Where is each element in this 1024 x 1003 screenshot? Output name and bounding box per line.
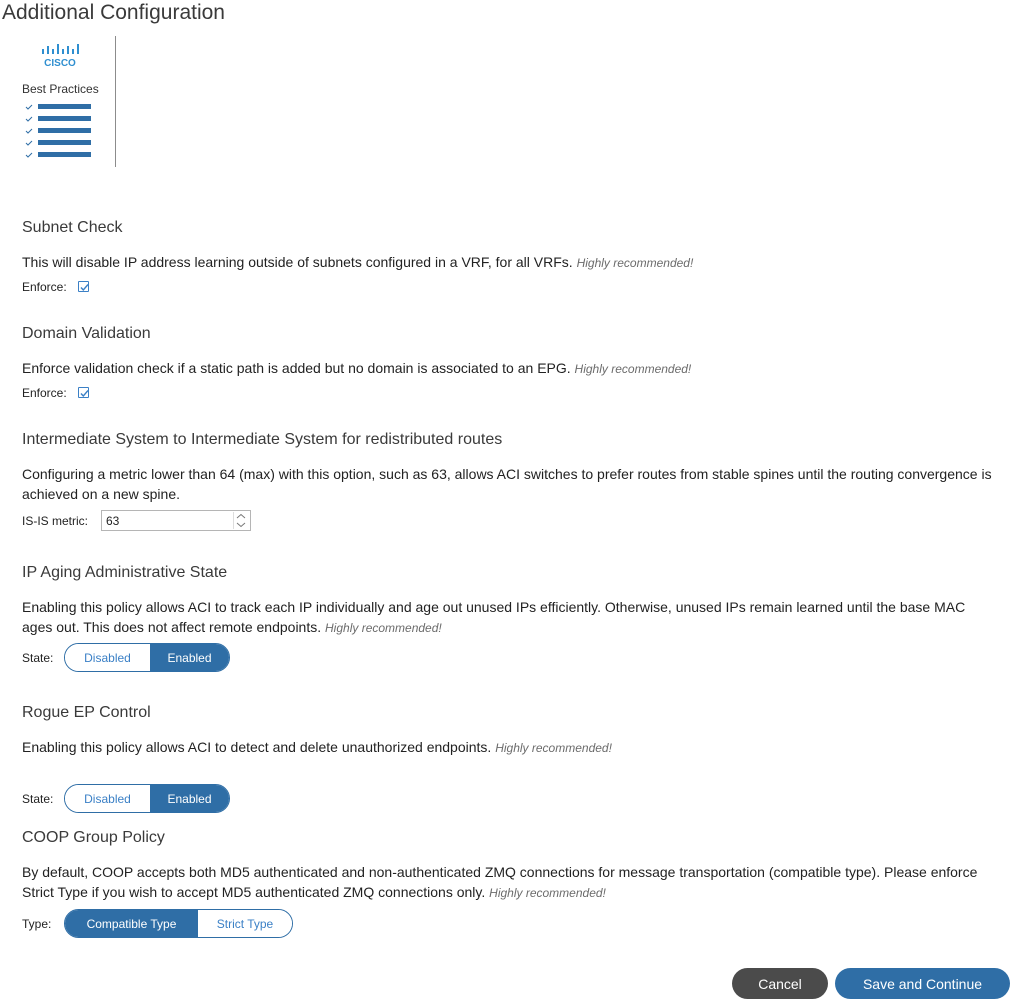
coop-title: COOP Group Policy <box>22 829 165 846</box>
cisco-logo <box>39 44 85 72</box>
ip-aging-hint: Highly recommended! <box>325 621 442 635</box>
ip-aging-state-toggle[interactable] <box>64 643 230 672</box>
ip-aging-title: IP Aging Administrative State <box>22 564 228 581</box>
domain-validation-enforce-checkbox[interactable] <box>78 387 89 398</box>
coop-hint: Highly recommended! <box>489 886 606 900</box>
cisco-logo-text: CISCO <box>44 58 76 69</box>
subnet-check-hint: Highly recommended! <box>576 256 694 270</box>
isis-metric-stepper[interactable] <box>233 512 248 529</box>
rogue-ep-hint: Highly recommended! <box>495 741 612 755</box>
coop-strict-type-option[interactable]: Strict Type <box>198 910 292 937</box>
domain-validation-hint: Highly recommended! <box>574 362 692 376</box>
best-practices-divider <box>115 36 116 167</box>
coop-description-text: By default, COOP accepts both MD5 authenticated and non-authenticated ZMQ connections for message transportation (compatible type). Please enforce Strict Type if you wish to accept MD5 authenticated ZMQ connections only. <box>22 864 978 900</box>
ip-aging-enabled-option[interactable]: Enabled <box>150 644 229 671</box>
ip-aging-disabled-option[interactable]: Disabled <box>65 644 150 671</box>
subnet-check-enforce-label: Enforce: <box>22 280 67 294</box>
rogue-ep-title: Rogue EP Control <box>22 704 151 721</box>
coop-description <box>22 862 997 903</box>
rogue-ep-state-toggle[interactable] <box>64 784 230 813</box>
subnet-check-description-text: This will disable IP address learning outside of subnets configured in a VRF, for all VRFs. <box>22 254 573 270</box>
subnet-check-enforce-checkbox[interactable] <box>78 281 89 292</box>
rogue-ep-enabled-option[interactable]: Enabled <box>150 785 229 812</box>
isis-metric-label: IS-IS metric: <box>22 514 89 528</box>
isis-metric-value: 63 <box>106 514 120 528</box>
best-practices-label: Best Practices <box>22 82 99 96</box>
coop-compatible-type-option[interactable]: Compatible Type <box>65 910 198 937</box>
domain-validation-enforce-label: Enforce: <box>22 386 67 400</box>
subnet-check-description <box>22 252 997 273</box>
isis-metric-input[interactable] <box>101 510 251 531</box>
isis-title: Intermediate System to Intermediate System for redistributed routes <box>22 431 503 448</box>
rogue-ep-disabled-option[interactable]: Disabled <box>65 785 150 812</box>
checklist-icon <box>24 101 94 159</box>
checkmark-icon <box>79 388 90 399</box>
chevron-up-icon[interactable] <box>237 515 245 519</box>
coop-type-label: Type: <box>22 917 52 931</box>
domain-validation-description-text: Enforce validation check if a static path is added but no domain is associated to an EPG. <box>22 360 571 376</box>
chevron-down-icon[interactable] <box>237 523 245 527</box>
checkmark-icon <box>79 282 90 293</box>
ip-aging-description <box>22 597 997 638</box>
coop-type-toggle[interactable] <box>64 909 293 938</box>
ip-aging-state-label: State: <box>22 651 54 665</box>
rogue-ep-description <box>22 737 997 758</box>
isis-description: Configuring a metric lower than 64 (max) with this option, such as 63, allows ACI switches to prefer routes from stable spines until the routing convergence is achieved on a new spine. <box>22 466 992 502</box>
page-title: Additional Configuration <box>2 1 225 24</box>
save-and-continue-button[interactable]: Save and Continue <box>835 968 1010 999</box>
domain-validation-description <box>22 358 997 379</box>
domain-validation-title: Domain Validation <box>22 325 151 342</box>
rogue-ep-description-text: Enabling this policy allows ACI to detect and delete unauthorized endpoints. <box>22 739 492 755</box>
subnet-check-title: Subnet Check <box>22 219 123 236</box>
rogue-ep-state-label: State: <box>22 792 54 806</box>
ip-aging-description-text: Enabling this policy allows ACI to track each IP individually and age out unused IPs efficiently. Otherwise, unused IPs remain learned until the base MAC ages out. This does not affect remote endpoints. <box>22 599 966 635</box>
cancel-button[interactable]: Cancel <box>732 968 828 999</box>
